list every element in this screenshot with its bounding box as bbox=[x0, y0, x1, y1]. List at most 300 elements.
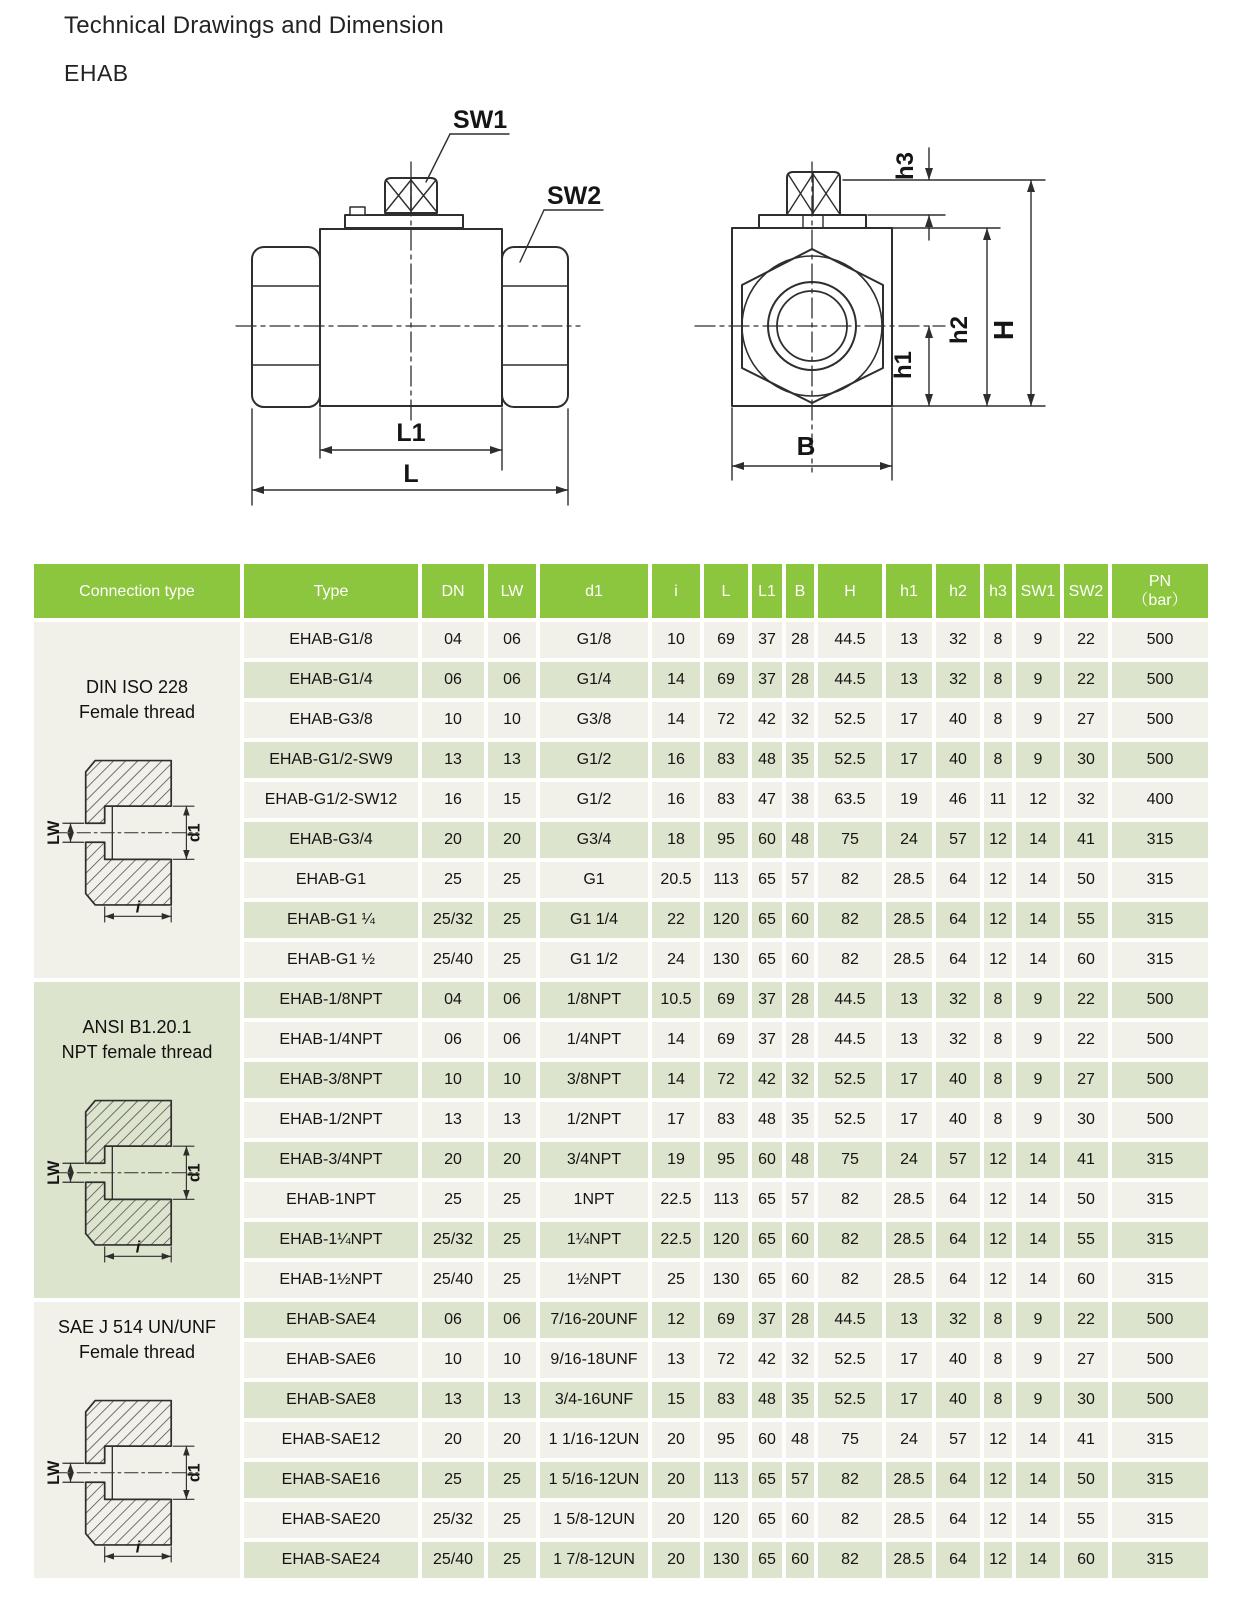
h-cell: 52.5 bbox=[818, 1062, 882, 1098]
l-cell: 83 bbox=[704, 1102, 748, 1138]
lw-cell: 20 bbox=[488, 822, 536, 858]
h-cell: 82 bbox=[818, 1222, 882, 1258]
lw-cell: 06 bbox=[488, 662, 536, 698]
label-d1: d1 bbox=[185, 1162, 204, 1182]
l-cell: 130 bbox=[704, 1542, 748, 1578]
l-cell: 72 bbox=[704, 1342, 748, 1378]
h3-cell: 12 bbox=[984, 822, 1012, 858]
h2-cell: 40 bbox=[936, 1342, 980, 1378]
l1-cell: 65 bbox=[752, 1222, 782, 1258]
b-cell: 60 bbox=[786, 942, 814, 978]
h1-cell: 24 bbox=[886, 1422, 932, 1458]
h3-cell: 12 bbox=[984, 1422, 1012, 1458]
dn-cell: 06 bbox=[422, 1022, 484, 1058]
dn-cell: 16 bbox=[422, 782, 484, 818]
lw-cell: 25 bbox=[488, 1542, 536, 1578]
lw-cell: 06 bbox=[488, 622, 536, 658]
l1-cell: 37 bbox=[752, 1022, 782, 1058]
sw1-cell: 9 bbox=[1016, 662, 1060, 698]
h-cell: 44.5 bbox=[818, 1302, 882, 1338]
pn-cell: 500 bbox=[1112, 982, 1208, 1018]
label-H: H bbox=[988, 319, 1019, 341]
d1-cell: G1/8 bbox=[540, 622, 648, 658]
d1-cell: 7/16-20UNF bbox=[540, 1302, 648, 1338]
b-cell: 60 bbox=[786, 1542, 814, 1578]
h-cell: 44.5 bbox=[818, 1022, 882, 1058]
pn-cell: 500 bbox=[1112, 742, 1208, 778]
dn-cell: 13 bbox=[422, 742, 484, 778]
lw-cell: 25 bbox=[488, 1182, 536, 1218]
h-cell: 52.5 bbox=[818, 1382, 882, 1418]
b-cell: 32 bbox=[786, 702, 814, 738]
lw-cell: 25 bbox=[488, 902, 536, 938]
col-header-dn: DN bbox=[422, 564, 484, 618]
h1-cell: 17 bbox=[886, 1102, 932, 1138]
dn-cell: 25/40 bbox=[422, 1262, 484, 1298]
pn-cell: 315 bbox=[1112, 902, 1208, 938]
b-cell: 60 bbox=[786, 1262, 814, 1298]
dn-cell: 10 bbox=[422, 1342, 484, 1378]
type-cell: EHAB-G1/4 bbox=[244, 662, 418, 698]
lw-cell: 10 bbox=[488, 702, 536, 738]
h2-cell: 57 bbox=[936, 1422, 980, 1458]
technical-drawing bbox=[0, 0, 1242, 560]
page-title: Technical Drawings and Dimension bbox=[64, 12, 444, 39]
pn-cell: 315 bbox=[1112, 942, 1208, 978]
lw-cell: 13 bbox=[488, 1382, 536, 1418]
h3-cell: 12 bbox=[984, 1182, 1012, 1218]
pn-cell: 315 bbox=[1112, 1222, 1208, 1258]
d1-cell: G1 1/2 bbox=[540, 942, 648, 978]
sw1-cell: 14 bbox=[1016, 1182, 1060, 1218]
l1-cell: 65 bbox=[752, 862, 782, 898]
d1-cell: 1NPT bbox=[540, 1182, 648, 1218]
l-cell: 69 bbox=[704, 662, 748, 698]
b-cell: 35 bbox=[786, 742, 814, 778]
l-cell: 95 bbox=[704, 1142, 748, 1178]
i-cell: 20 bbox=[652, 1542, 700, 1578]
h3-cell: 8 bbox=[984, 702, 1012, 738]
d1-cell: 1/4NPT bbox=[540, 1022, 648, 1058]
h1-cell: 17 bbox=[886, 1342, 932, 1378]
b-cell: 32 bbox=[786, 1062, 814, 1098]
col-header-i: i bbox=[652, 564, 700, 618]
l1-cell: 65 bbox=[752, 1542, 782, 1578]
type-cell: EHAB-G1/2-SW9 bbox=[244, 742, 418, 778]
b-cell: 28 bbox=[786, 982, 814, 1018]
type-cell: EHAB-3/4NPT bbox=[244, 1142, 418, 1178]
sw2-cell: 27 bbox=[1064, 1342, 1108, 1378]
connection-type-title-line2: Female thread bbox=[78, 1341, 196, 1362]
d1-cell: 1/8NPT bbox=[540, 982, 648, 1018]
pn-cell: 500 bbox=[1112, 1062, 1208, 1098]
h2-cell: 64 bbox=[936, 1502, 980, 1538]
type-cell: EHAB-SAE16 bbox=[244, 1462, 418, 1498]
i-cell: 17 bbox=[652, 1102, 700, 1138]
h-cell: 44.5 bbox=[818, 662, 882, 698]
type-cell: EHAB-G3/4 bbox=[244, 822, 418, 858]
lw-cell: 06 bbox=[488, 1302, 536, 1338]
sw1-cell: 9 bbox=[1016, 1302, 1060, 1338]
h1-cell: 17 bbox=[886, 1382, 932, 1418]
port-section-drawing bbox=[34, 1087, 240, 1273]
type-cell: EHAB-SAE12 bbox=[244, 1422, 418, 1458]
b-cell: 28 bbox=[786, 662, 814, 698]
l1-cell: 42 bbox=[752, 1062, 782, 1098]
h3-cell: 12 bbox=[984, 1462, 1012, 1498]
header-row bbox=[34, 564, 1208, 618]
h2-cell: 64 bbox=[936, 862, 980, 898]
h1-cell: 24 bbox=[886, 822, 932, 858]
sw2-cell: 41 bbox=[1064, 1422, 1108, 1458]
l1-cell: 60 bbox=[752, 1422, 782, 1458]
front-view bbox=[695, 148, 1045, 480]
h-cell: 82 bbox=[818, 1182, 882, 1218]
h1-cell: 28.5 bbox=[886, 862, 932, 898]
h3-cell: 12 bbox=[984, 942, 1012, 978]
i-cell: 22.5 bbox=[652, 1182, 700, 1218]
label-i: i bbox=[135, 898, 141, 917]
h1-cell: 13 bbox=[886, 662, 932, 698]
h2-cell: 40 bbox=[936, 1062, 980, 1098]
i-cell: 14 bbox=[652, 1022, 700, 1058]
sw1-cell: 14 bbox=[1016, 942, 1060, 978]
d1-cell: 3/4NPT bbox=[540, 1142, 648, 1178]
type-cell: EHAB-G1/2-SW12 bbox=[244, 782, 418, 818]
col-header-type: Type bbox=[244, 564, 418, 618]
sw2-cell: 22 bbox=[1064, 982, 1108, 1018]
sw2-cell: 27 bbox=[1064, 1062, 1108, 1098]
sw1-cell: 14 bbox=[1016, 1222, 1060, 1258]
label-d1: d1 bbox=[185, 822, 204, 842]
b-cell: 48 bbox=[786, 1422, 814, 1458]
h2-cell: 40 bbox=[936, 742, 980, 778]
b-cell: 32 bbox=[786, 1342, 814, 1378]
table-row bbox=[34, 1302, 1208, 1338]
i-cell: 18 bbox=[652, 822, 700, 858]
sw1-cell: 14 bbox=[1016, 1542, 1060, 1578]
b-cell: 28 bbox=[786, 1022, 814, 1058]
col-header-h: H bbox=[818, 564, 882, 618]
type-cell: EHAB-SAE20 bbox=[244, 1502, 418, 1538]
i-cell: 14 bbox=[652, 1062, 700, 1098]
dn-cell: 25/32 bbox=[422, 1222, 484, 1258]
dn-cell: 13 bbox=[422, 1102, 484, 1138]
dn-cell: 10 bbox=[422, 1062, 484, 1098]
h1-cell: 28.5 bbox=[886, 1462, 932, 1498]
connection-type-title-line1: SAE J 514 UN/UNF bbox=[57, 1316, 217, 1337]
col-header-h2: h2 bbox=[936, 564, 980, 618]
l-cell: 83 bbox=[704, 742, 748, 778]
l-cell: 120 bbox=[704, 1222, 748, 1258]
d1-cell: 3/8NPT bbox=[540, 1062, 648, 1098]
l1-cell: 65 bbox=[752, 1462, 782, 1498]
dn-cell: 04 bbox=[422, 622, 484, 658]
h1-cell: 28.5 bbox=[886, 942, 932, 978]
connection-type-cell bbox=[34, 982, 240, 1298]
pn-cell: 315 bbox=[1112, 1182, 1208, 1218]
h1-cell: 13 bbox=[886, 1302, 932, 1338]
dn-cell: 20 bbox=[422, 1422, 484, 1458]
h2-cell: 40 bbox=[936, 1102, 980, 1138]
h3-cell: 8 bbox=[984, 742, 1012, 778]
label-i: i bbox=[135, 1538, 141, 1557]
sw1-cell: 9 bbox=[1016, 1062, 1060, 1098]
h2-cell: 46 bbox=[936, 782, 980, 818]
col-header-sw1: SW1 bbox=[1016, 564, 1060, 618]
i-cell: 19 bbox=[652, 1142, 700, 1178]
l-cell: 83 bbox=[704, 782, 748, 818]
pn-cell: 315 bbox=[1112, 822, 1208, 858]
b-cell: 48 bbox=[786, 1142, 814, 1178]
i-cell: 20 bbox=[652, 1502, 700, 1538]
label-sw1: SW1 bbox=[453, 106, 508, 134]
sw2-cell: 50 bbox=[1064, 1182, 1108, 1218]
type-cell: EHAB-SAE4 bbox=[244, 1302, 418, 1338]
l1-cell: 47 bbox=[752, 782, 782, 818]
label-h2: h2 bbox=[946, 315, 973, 345]
h2-cell: 64 bbox=[936, 1542, 980, 1578]
sw2-cell: 55 bbox=[1064, 1502, 1108, 1538]
h2-cell: 64 bbox=[936, 902, 980, 938]
h3-cell: 8 bbox=[984, 622, 1012, 658]
l-cell: 69 bbox=[704, 1302, 748, 1338]
lw-cell: 25 bbox=[488, 942, 536, 978]
pn-cell: 500 bbox=[1112, 1022, 1208, 1058]
lw-cell: 10 bbox=[488, 1062, 536, 1098]
lw-cell: 15 bbox=[488, 782, 536, 818]
d1-cell: G1/2 bbox=[540, 782, 648, 818]
d1-cell: 1 5/8-12UN bbox=[540, 1502, 648, 1538]
table-row bbox=[34, 982, 1208, 1018]
pn-cell: 315 bbox=[1112, 862, 1208, 898]
l-cell: 69 bbox=[704, 982, 748, 1018]
h-cell: 44.5 bbox=[818, 982, 882, 1018]
connection-type-cell bbox=[34, 1302, 240, 1578]
h1-cell: 28.5 bbox=[886, 1182, 932, 1218]
h-cell: 82 bbox=[818, 1502, 882, 1538]
sw2-cell: 60 bbox=[1064, 942, 1108, 978]
type-cell: EHAB-1/2NPT bbox=[244, 1102, 418, 1138]
sw1-cell: 9 bbox=[1016, 622, 1060, 658]
h3-cell: 8 bbox=[984, 1102, 1012, 1138]
h1-cell: 17 bbox=[886, 742, 932, 778]
l1-cell: 42 bbox=[752, 1342, 782, 1378]
sw2-cell: 60 bbox=[1064, 1542, 1108, 1578]
connection-type-title-line2: NPT female thread bbox=[61, 1041, 213, 1062]
sw2-cell: 41 bbox=[1064, 1142, 1108, 1178]
port-section-drawing bbox=[34, 747, 240, 933]
l-cell: 120 bbox=[704, 902, 748, 938]
d1-cell: G3/8 bbox=[540, 702, 648, 738]
h3-cell: 12 bbox=[984, 862, 1012, 898]
l1-cell: 60 bbox=[752, 1142, 782, 1178]
h2-cell: 64 bbox=[936, 1262, 980, 1298]
label-l1: L1 bbox=[396, 419, 426, 447]
pn-cell: 315 bbox=[1112, 1502, 1208, 1538]
lw-cell: 06 bbox=[488, 1022, 536, 1058]
side-view bbox=[236, 106, 603, 505]
sw1-cell: 14 bbox=[1016, 822, 1060, 858]
h-cell: 52.5 bbox=[818, 1102, 882, 1138]
b-cell: 60 bbox=[786, 1502, 814, 1538]
label-l: L bbox=[403, 460, 419, 488]
sw1-cell: 14 bbox=[1016, 1462, 1060, 1498]
col-header-pn-line2: （bar） bbox=[1132, 592, 1188, 609]
connection-type-title-line2: Female thread bbox=[78, 701, 196, 722]
l1-cell: 48 bbox=[752, 1382, 782, 1418]
sw2-cell: 50 bbox=[1064, 1462, 1108, 1498]
dn-cell: 20 bbox=[422, 1142, 484, 1178]
h-cell: 82 bbox=[818, 1462, 882, 1498]
pn-cell: 500 bbox=[1112, 662, 1208, 698]
d1-cell: G3/4 bbox=[540, 822, 648, 858]
col-header-h1: h1 bbox=[886, 564, 932, 618]
type-cell: EHAB-1/8NPT bbox=[244, 982, 418, 1018]
b-cell: 57 bbox=[786, 1182, 814, 1218]
l-cell: 120 bbox=[704, 1502, 748, 1538]
type-cell: EHAB-SAE6 bbox=[244, 1342, 418, 1378]
col-header-lw: LW bbox=[488, 564, 536, 618]
i-cell: 22 bbox=[652, 902, 700, 938]
b-cell: 28 bbox=[786, 1302, 814, 1338]
i-cell: 20 bbox=[652, 1462, 700, 1498]
i-cell: 16 bbox=[652, 782, 700, 818]
sw2-cell: 55 bbox=[1064, 902, 1108, 938]
pn-cell: 500 bbox=[1112, 1342, 1208, 1378]
type-cell: EHAB-G3/8 bbox=[244, 702, 418, 738]
h-cell: 82 bbox=[818, 1262, 882, 1298]
lw-cell: 25 bbox=[488, 1262, 536, 1298]
b-cell: 57 bbox=[786, 1462, 814, 1498]
h3-cell: 8 bbox=[984, 982, 1012, 1018]
d1-cell: 1½NPT bbox=[540, 1262, 648, 1298]
i-cell: 13 bbox=[652, 1342, 700, 1378]
connection-type-title-line1: ANSI B1.20.1 bbox=[82, 1016, 192, 1037]
dn-cell: 25/40 bbox=[422, 942, 484, 978]
sw1-cell: 9 bbox=[1016, 742, 1060, 778]
h3-cell: 8 bbox=[984, 1302, 1012, 1338]
connection-type-title-line1: DIN ISO 228 bbox=[85, 676, 189, 697]
i-cell: 22.5 bbox=[652, 1222, 700, 1258]
d1-cell: 1 5/16-12UN bbox=[540, 1462, 648, 1498]
pn-cell: 500 bbox=[1112, 1102, 1208, 1138]
l-cell: 113 bbox=[704, 1462, 748, 1498]
sw1-cell: 9 bbox=[1016, 702, 1060, 738]
h-cell: 75 bbox=[818, 822, 882, 858]
l1-cell: 65 bbox=[752, 902, 782, 938]
dn-cell: 25 bbox=[422, 1462, 484, 1498]
l1-cell: 37 bbox=[752, 982, 782, 1018]
i-cell: 14 bbox=[652, 702, 700, 738]
label-i: i bbox=[135, 1238, 141, 1257]
dn-cell: 25/32 bbox=[422, 902, 484, 938]
l1-cell: 48 bbox=[752, 742, 782, 778]
l1-cell: 42 bbox=[752, 702, 782, 738]
sw2-cell: 22 bbox=[1064, 1022, 1108, 1058]
sw2-cell: 41 bbox=[1064, 822, 1108, 858]
d1-cell: G1/4 bbox=[540, 662, 648, 698]
i-cell: 20 bbox=[652, 1422, 700, 1458]
label-lw: LW bbox=[45, 1160, 64, 1185]
pn-cell: 500 bbox=[1112, 1302, 1208, 1338]
i-cell: 16 bbox=[652, 742, 700, 778]
i-cell: 14 bbox=[652, 662, 700, 698]
h-cell: 75 bbox=[818, 1142, 882, 1178]
h3-cell: 12 bbox=[984, 902, 1012, 938]
h3-cell: 12 bbox=[984, 1542, 1012, 1578]
port-section-drawing bbox=[34, 1387, 240, 1573]
sw1-cell: 9 bbox=[1016, 1342, 1060, 1378]
b-cell: 28 bbox=[786, 622, 814, 658]
h2-cell: 64 bbox=[936, 942, 980, 978]
pn-cell: 500 bbox=[1112, 1382, 1208, 1418]
l-cell: 130 bbox=[704, 942, 748, 978]
label-lw: LW bbox=[45, 820, 64, 845]
d1-cell: G1/2 bbox=[540, 742, 648, 778]
i-cell: 20.5 bbox=[652, 862, 700, 898]
h-cell: 82 bbox=[818, 902, 882, 938]
h-cell: 52.5 bbox=[818, 742, 882, 778]
l-cell: 113 bbox=[704, 1182, 748, 1218]
pn-cell: 315 bbox=[1112, 1462, 1208, 1498]
l-cell: 95 bbox=[704, 822, 748, 858]
dn-cell: 20 bbox=[422, 822, 484, 858]
lw-cell: 10 bbox=[488, 1342, 536, 1378]
d1-cell: 3/4-16UNF bbox=[540, 1382, 648, 1418]
i-cell: 10 bbox=[652, 622, 700, 658]
pn-cell: 500 bbox=[1112, 622, 1208, 658]
sw2-cell: 22 bbox=[1064, 662, 1108, 698]
sw2-cell: 60 bbox=[1064, 1262, 1108, 1298]
b-cell: 35 bbox=[786, 1102, 814, 1138]
d1-cell: 1/2NPT bbox=[540, 1102, 648, 1138]
h3-cell: 8 bbox=[984, 1382, 1012, 1418]
d1-cell: G1 bbox=[540, 862, 648, 898]
d1-cell: 1¼NPT bbox=[540, 1222, 648, 1258]
h3-cell: 8 bbox=[984, 662, 1012, 698]
h1-cell: 13 bbox=[886, 982, 932, 1018]
type-cell: EHAB-1¼NPT bbox=[244, 1222, 418, 1258]
col-header-b: B bbox=[786, 564, 814, 618]
d1-cell: G1 1/4 bbox=[540, 902, 648, 938]
dimension-table bbox=[30, 560, 1212, 1582]
h1-cell: 28.5 bbox=[886, 1262, 932, 1298]
b-cell: 38 bbox=[786, 782, 814, 818]
h2-cell: 32 bbox=[936, 1302, 980, 1338]
l1-cell: 65 bbox=[752, 1262, 782, 1298]
dn-cell: 06 bbox=[422, 662, 484, 698]
sw1-cell: 9 bbox=[1016, 982, 1060, 1018]
lw-cell: 20 bbox=[488, 1422, 536, 1458]
type-cell: EHAB-G1/8 bbox=[244, 622, 418, 658]
h2-cell: 32 bbox=[936, 1022, 980, 1058]
connection-type-cell bbox=[34, 622, 240, 978]
h1-cell: 13 bbox=[886, 1022, 932, 1058]
h1-cell: 13 bbox=[886, 622, 932, 658]
l-cell: 130 bbox=[704, 1262, 748, 1298]
dn-cell: 10 bbox=[422, 702, 484, 738]
pn-cell: 315 bbox=[1112, 1542, 1208, 1578]
b-cell: 48 bbox=[786, 822, 814, 858]
dn-cell: 25/40 bbox=[422, 1542, 484, 1578]
dn-cell: 25 bbox=[422, 862, 484, 898]
l-cell: 83 bbox=[704, 1382, 748, 1418]
d1-cell: 1 1/16-12UN bbox=[540, 1422, 648, 1458]
h1-cell: 28.5 bbox=[886, 1542, 932, 1578]
type-cell: EHAB-1½NPT bbox=[244, 1262, 418, 1298]
sw2-cell: 50 bbox=[1064, 862, 1108, 898]
